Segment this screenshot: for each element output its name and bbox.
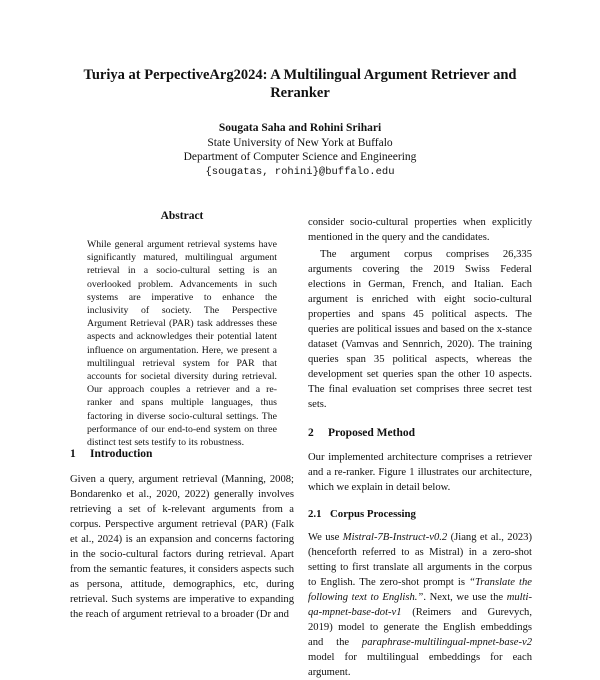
section-number: 1 xyxy=(70,448,76,460)
abstract-heading: Abstract xyxy=(160,210,204,222)
section-number: 2 xyxy=(308,427,314,439)
paper-title: Turiya at PerpectiveArg2024: A Multilingual Argument Retriever and Reranker xyxy=(83,67,517,101)
corpus-processing-heading xyxy=(308,507,532,522)
author-names: Sougata Saha and Rohini Srihari xyxy=(218,122,382,134)
right-column xyxy=(308,215,532,680)
model-name: multi-qa-mpnet-base-dot-v1 xyxy=(308,592,532,618)
corpus-description-paragraph: The argument corpus comprises 26,335 arguments covering the 2019 Swiss Federal elections in German, French, and Italian. Each argument is enriched with eight socio-cultural properties and spans 45 political aspects. The queries are political issues and based on the x-stance dataset (Vamvas and Sennrich, 2020). The training queries span 35 political aspects, whereas the development set queries span the other 10 aspects. The final evaluation set comprises three secret test sets. xyxy=(308,249,532,410)
subsection-title: Corpus Processing xyxy=(330,508,416,520)
introduction-paragraph: Given a query, argument retrieval (Manning, 2008; Bondarenko et al., 2020, 2022) generally involves retrieving a set of k-relevant arguments from a corpus. Perspective argument retrieval (PAR) (Falk et al., 2024) is an expansion and concerns factoring in the socio-cultural factors during retrieval. Apart from the semantic features, it considers aspects such as persona, attitude, demographics, etc, during retrieval. Such systems are imperative to expanding the reach of argument retrieval to a broader (Dr and xyxy=(70,474,294,620)
corpus-processing-paragraph: We use Mistral-7B-Instruct-v0.2 (Jiang et al., 2023) (henceforth referred to as Mistral) in a zero-shot setting to first translate all arguments in the corpus to English. The zero-shot prompt is “Translate the following text to English.”. Next, we use the multi-qa-mpnet-base-dot-v1 (Reimers and Gurevych, 2019) model to generate the English embeddings and the paraphrase-multilingual-mpnet-base-v2 model for multilingual embeddings for each argument. xyxy=(308,532,533,678)
section-title: Introduction xyxy=(90,448,153,460)
method-paragraph: Our implemented architecture comprises a retriever and a re-ranker. Figure 1 illustrates our architecture, which we explain in detail below. xyxy=(308,452,532,493)
introduction-heading xyxy=(70,447,294,462)
model-name: Mistral-7B-Instruct-v0.2 xyxy=(342,532,448,543)
affiliation-university: State University of New York at Buffalo xyxy=(207,136,393,149)
affiliation-department: Department of Computer Science and Engineering xyxy=(183,151,417,163)
model-name: paraphrase-multilingual-mpnet-base-v2 xyxy=(361,637,532,648)
subsection-number: 2.1 xyxy=(308,508,322,520)
properties-paragraph: consider socio-cultural properties when explicitly mentioned in the query and the candidates. xyxy=(308,217,532,243)
abstract-text: While general argument retrieval systems have significantly matured, multilingual argument retrieval in a socio-cultural setting is an overlooked problem. Advancements in such systems are imperative to enhance the inclusivity of society. The Perspective Argument Retrieval (PAR) task addresses these aspects and acknowledges their potential latent influence on argumentation. Here, we present a multilingual retrieval system for PAR that accounts for societal diversity during retrieval. Our approach couples a retriever and a re-ranker and spans multiple languages, thus factoring in diverse socio-cultural settings. The performance of our end-to-end system on three distinct test sets testify to its robustness. xyxy=(87,239,277,449)
author-block xyxy=(100,121,500,179)
author-email: {sougatas, rohini}@buffalo.edu xyxy=(205,165,395,178)
introduction-section xyxy=(70,447,294,622)
proposed-method-heading xyxy=(308,426,532,441)
section-title: Proposed Method xyxy=(328,427,415,439)
prompt-text: “Translate the following text to English.” xyxy=(308,577,533,603)
